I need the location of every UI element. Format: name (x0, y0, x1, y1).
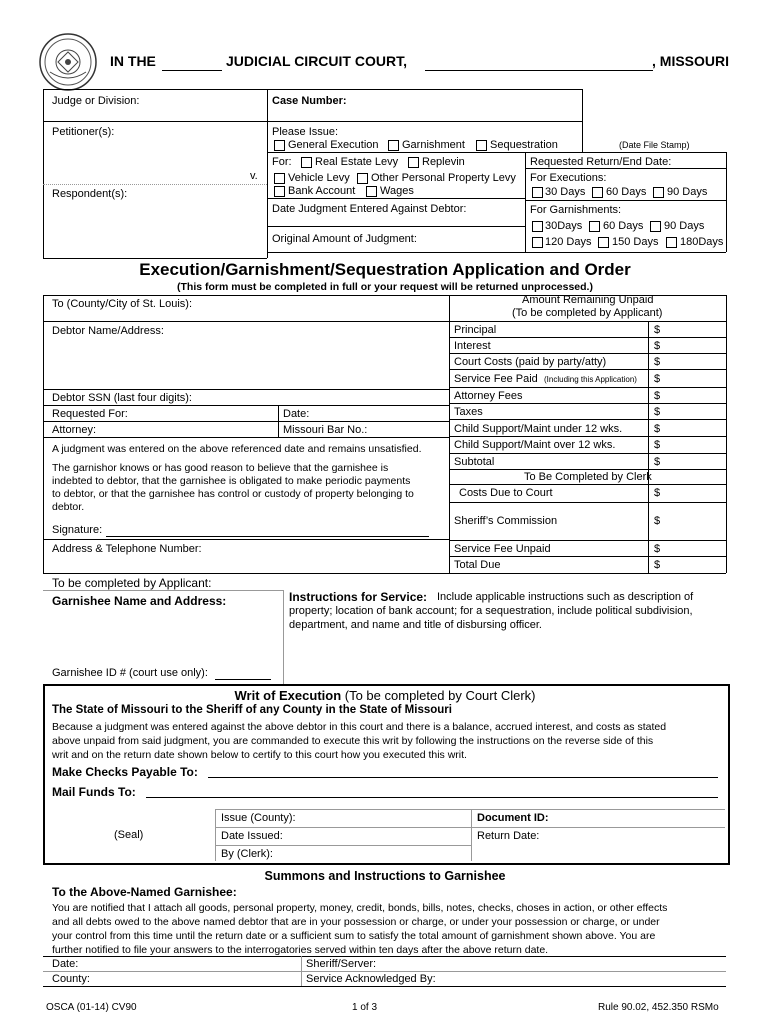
requested-return-label: Requested Return/End Date: (530, 156, 672, 168)
summons-body-3: your control from this time until the return date or a sufficient sum to satisfy the total amount of garnishment shown above. You are (52, 930, 656, 942)
original-amount-label: Original Amount of Judgment: (272, 233, 417, 245)
garn-150-days-label: 150 Days (612, 236, 659, 248)
please-issue-label: Please Issue: (272, 126, 339, 138)
document-id-label: Document ID: (477, 812, 549, 824)
sequestration-checkbox[interactable] (476, 140, 487, 151)
mail-funds-line[interactable] (146, 797, 718, 798)
service-fee-paid-label: Service Fee Paid (454, 373, 538, 385)
exec-60-days-label: 60 Days (606, 186, 647, 198)
form-title: Execution/Garnishment/Sequestration Application and Order (139, 260, 631, 279)
service-fee-unpaid-label: Service Fee Unpaid (454, 543, 551, 555)
amount-by-applicant-label: (To be completed by Applicant) (512, 307, 663, 319)
for-garnishments-label: For Garnishments: (530, 204, 622, 216)
garn-90-days-checkbox[interactable] (650, 221, 661, 232)
replevin-checkbox[interactable] (408, 157, 419, 168)
child-support-under-label: Child Support/Maint under 12 wks. (454, 423, 623, 435)
debtor-name-label: Debtor Name/Address: (52, 325, 164, 337)
to-be-completed-label: To be completed by Applicant: (52, 576, 212, 590)
sheriff-commission-label: Sheriff’s Commission (454, 515, 558, 527)
form-subtitle: (This form must be completed in full or your request will be returned unprocessed.) (177, 281, 593, 293)
general-execution-label: General Execution (288, 139, 379, 151)
bar-number-label: Missouri Bar No.: (283, 424, 368, 436)
versus-label: v. (250, 170, 258, 182)
garn-90-days-label: 90 Days (664, 220, 705, 232)
judge-division-label: Judge or Division: (52, 95, 140, 107)
court-state-label: , MISSOURI (652, 53, 730, 69)
form-id: OSCA (01-14) CV90 (46, 1002, 137, 1013)
vehicle-levy-label: Vehicle Levy (288, 172, 350, 184)
costs-due-dollar: $ (654, 487, 661, 499)
for-executions-label: For Executions: (530, 172, 607, 184)
to-garnishee-label: To the Above-Named Garnishee: (52, 885, 237, 899)
wages-checkbox[interactable] (366, 186, 377, 197)
attorney-fees-dollar: $ (654, 390, 661, 402)
case-number-label: Case Number: (272, 95, 347, 107)
petitioners-label: Petitioner(s): (52, 126, 115, 138)
garnishee-id-line[interactable] (215, 679, 271, 680)
total-due-label: Total Due (454, 559, 501, 571)
return-date-label: Return Date: (477, 830, 540, 842)
instructions-text-3: department, and name and title of disbursing officer. (289, 619, 542, 631)
checks-payable-label: Make Checks Payable To: (52, 765, 198, 779)
service-acknowledged-label: Service Acknowledged By: (306, 973, 436, 985)
sheriff-commission-dollar: $ (654, 515, 661, 527)
garn-120-days-checkbox[interactable] (532, 237, 543, 248)
attorney-label: Attorney: (52, 424, 97, 436)
principal-label: Principal (454, 324, 497, 336)
sheriff-server-label: Sheriff/Server: (306, 958, 377, 970)
garnishor-text-2: indebted to debtor, that the garnishee is obligated to make periodic payments (52, 475, 411, 487)
exec-30-days-label: 30 Days (545, 186, 586, 198)
bank-account-label: Bank Account (288, 185, 356, 197)
costs-due-label: Costs Due to Court (459, 487, 553, 499)
general-execution-checkbox[interactable] (274, 140, 285, 151)
bank-account-checkbox[interactable] (274, 186, 285, 197)
summons-body-4: further notified to file your answers to the interrogatories served within ten days after the above return date. (52, 944, 549, 956)
circuit-number-blank[interactable] (162, 70, 222, 71)
garn-60-days-checkbox[interactable] (589, 221, 600, 232)
requested-for-label: Requested For: (52, 408, 128, 420)
summons-date-label: Date: (52, 958, 79, 970)
signature-label: Signature: (52, 524, 103, 536)
replevin-label: Replevin (422, 156, 465, 168)
sequestration-label: Sequestration (490, 139, 558, 151)
date-issued-label: Date Issued: (221, 830, 283, 842)
writ-title-row (0, 688, 770, 703)
summons-body-1: You are notified that I attach all goods, personal property, money, credit, bonds, bills, notes, checks, choses in action, or other effects (52, 902, 668, 914)
exec-90-days-label: 90 Days (667, 186, 708, 198)
instructions-text-1: Include applicable instructions such as description of (437, 591, 694, 603)
for-label: For: (272, 156, 292, 168)
garnishee-id-label: Garnishee ID # (court use only): (52, 667, 208, 679)
child-support-over-dollar: $ (654, 439, 661, 451)
by-clerk-signature-label: By (Clerk): (221, 848, 273, 860)
court-in-label: IN THE (110, 53, 156, 69)
issue-county-label: Issue (County): (221, 812, 296, 824)
instructions-label: Instructions for Service: (289, 590, 428, 604)
to-county-label: To (County/City of St. Louis): (52, 298, 192, 310)
garn-30-days-label: 30Days (545, 220, 583, 232)
exec-90-days-checkbox[interactable] (653, 187, 664, 198)
debtor-ssn-label: Debtor SSN (last four digits): (52, 392, 192, 404)
by-clerk-label: To Be Completed by Clerk (524, 471, 652, 483)
seal-label: (Seal) (114, 829, 144, 841)
writ-state-line: The State of Missouri to the Sheriff of any County in the State of Missouri (52, 704, 452, 716)
page-number: 1 of 3 (352, 1002, 378, 1013)
exec-30-days-checkbox[interactable] (532, 187, 543, 198)
principal-dollar: $ (654, 324, 661, 336)
respondents-label: Respondent(s): (52, 188, 128, 200)
service-fee-note: (Including this Application) (544, 375, 637, 384)
county-blank[interactable] (425, 70, 653, 71)
taxes-dollar: $ (654, 406, 661, 418)
total-due-dollar: $ (654, 559, 661, 571)
garn-180-days-checkbox[interactable] (666, 237, 677, 248)
court-costs-label: Court Costs (paid by party/atty) (454, 356, 607, 368)
summons-body-2: and all debts owed to the above named debtor that are in your possession or charge, or under your possession or charge, or under (52, 916, 660, 928)
judgment-entered-text: A judgment was entered on the above referenced date and remains unsatisfied. (52, 443, 422, 455)
subtotal-dollar: $ (654, 456, 661, 468)
garnishor-text-4: debtor. (52, 501, 85, 513)
amount-remaining-label: Amount Remaining Unpaid (522, 294, 654, 306)
signature-line[interactable] (106, 536, 429, 537)
garnishor-text-3: to debtor, or that the garnishee has control or custody of property belonging to (52, 488, 414, 500)
summons-title: Summons and Instructions to Garnishee (264, 869, 506, 883)
writ-body-3: writ and on the return date shown below to certify to this court how you executed this writ. (52, 749, 467, 761)
taxes-label: Taxes (454, 406, 483, 418)
garnishor-text-1: The garnishor knows or has good reason to believe that the garnishee is (52, 462, 389, 474)
mail-funds-label: Mail Funds To: (52, 785, 136, 799)
child-support-under-dollar: $ (654, 423, 661, 435)
service-fee-unpaid-dollar: $ (654, 543, 661, 555)
garn-180-days-label: 180Days (680, 236, 724, 248)
checks-payable-line[interactable] (208, 777, 718, 778)
garnishment-label: Garnishment (402, 139, 465, 151)
real-estate-levy-checkbox[interactable] (301, 157, 312, 168)
wages-label: Wages (380, 185, 414, 197)
missouri-seal-icon (38, 32, 98, 92)
interest-dollar: $ (654, 340, 661, 352)
date-judgment-label: Date Judgment Entered Against Debtor: (272, 203, 467, 215)
vehicle-levy-checkbox[interactable] (274, 173, 285, 184)
garnishment-checkbox[interactable] (388, 140, 399, 151)
garn-60-days-label: 60 Days (603, 220, 644, 232)
rule-citation: Rule 90.02, 452.350 RSMo (598, 1002, 719, 1013)
requested-date-label: Date: (283, 408, 310, 420)
instructions-text-2: property; location of bank account; for a sequestration, include political subdivision, (289, 605, 693, 617)
writ-body-1: Because a judgment was entered against the above debtor in this court and there is a balance, accrued interest, and costs as stated (52, 721, 667, 733)
service-fee-paid-dollar: $ (654, 373, 661, 385)
garn-120-days-label: 120 Days (545, 236, 592, 248)
court-middle-label: JUDICIAL CIRCUIT COURT, (226, 53, 407, 69)
garn-150-days-checkbox[interactable] (598, 237, 609, 248)
date-file-stamp-label: (Date File Stamp) (619, 140, 690, 150)
writ-body-2: above unpaid from said judgment, you are commanded to execute this writ by following the instructions on the reverse side of this (52, 735, 654, 747)
child-support-over-label: Child Support/Maint over 12 wks. (454, 439, 616, 451)
real-estate-levy-label: Real Estate Levy (315, 156, 399, 168)
garn-30-days-checkbox[interactable] (532, 221, 543, 232)
address-phone-label: Address & Telephone Number: (52, 543, 202, 555)
court-costs-dollar: $ (654, 356, 661, 368)
garnishee-name-label: Garnishee Name and Address: (52, 594, 227, 608)
subtotal-label: Subtotal (454, 456, 495, 468)
interest-label: Interest (454, 340, 491, 352)
summons-county-label: County: (52, 973, 90, 985)
writ-title-note: (To be completed by Court Clerk) (344, 688, 536, 703)
exec-60-days-checkbox[interactable] (592, 187, 603, 198)
other-property-levy-label: Other Personal Property Levy (371, 172, 516, 184)
writ-title: Writ of Execution (234, 688, 342, 703)
other-property-levy-checkbox[interactable] (357, 173, 368, 184)
attorney-fees-label: Attorney Fees (454, 390, 523, 402)
